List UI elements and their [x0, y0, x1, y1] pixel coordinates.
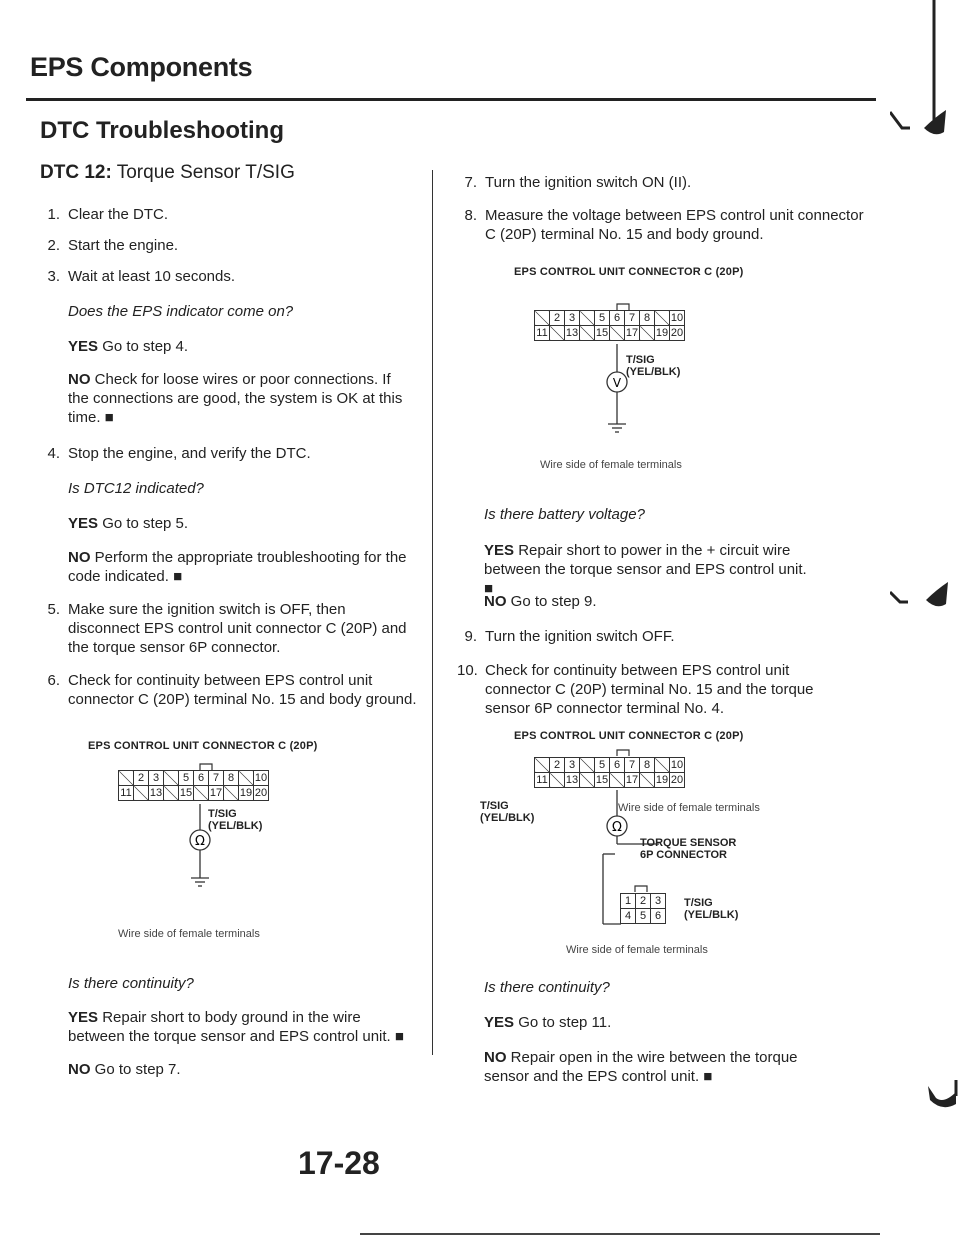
terminal: 10 [670, 759, 684, 771]
header-rule [26, 98, 876, 101]
answer-text: Repair short to body ground in the wire between the torque sensor and EPS control unit. ■ [68, 1009, 404, 1045]
step-number: 1. [47, 206, 60, 223]
column-divider [432, 170, 433, 1055]
terminal: 19 [655, 774, 669, 786]
terminal: 17 [625, 327, 639, 339]
wire-color: (YEL/BLK) [208, 820, 263, 832]
terminal: 2 [550, 758, 565, 773]
step-text: Clear the DTC. [68, 206, 169, 223]
answer-no [484, 592, 597, 611]
terminal: 20 [254, 787, 268, 799]
terminal: 1 [621, 894, 636, 909]
terminal: 7 [625, 758, 640, 773]
diagram-caption: Wire side of female terminals [118, 928, 260, 940]
yes-label: YES [484, 1014, 515, 1031]
terminal-4: 4 [621, 909, 636, 924]
svg-text:Ω: Ω [195, 834, 205, 849]
wire-name: T/SIG [684, 897, 713, 909]
terminal: 10 [670, 312, 684, 324]
terminal: 7 [209, 771, 224, 786]
terminal: 6 [610, 758, 625, 773]
answer-no [484, 1048, 814, 1086]
answer-text: Go to step 11. [518, 1014, 612, 1031]
no-label: NO [68, 549, 91, 566]
question: Is there battery voltage? [484, 506, 645, 523]
sensor-title [640, 837, 736, 861]
terminal: 3 [565, 311, 580, 326]
tsig-label [208, 808, 262, 832]
terminal: 13 [149, 787, 163, 799]
answer-no [68, 1060, 181, 1079]
sensor-title-line: 6P CONNECTOR [640, 849, 728, 861]
question: Is there continuity? [68, 975, 194, 992]
terminal: 5 [636, 909, 651, 924]
answer-text: Go to step 4. [102, 338, 189, 355]
answer-text: Check for loose wires or poor connections. If the connections are good, the system is OK at this time. ■ [68, 371, 403, 426]
answer-text: Go to step 5. [102, 515, 189, 532]
answer-text: Go to step 7. [94, 1061, 181, 1078]
no-label: NO [68, 1061, 91, 1078]
terminal: 13 [565, 327, 579, 339]
step-number: 10. [457, 662, 478, 679]
terminal: 19 [239, 787, 253, 799]
terminal: 2 [550, 311, 565, 326]
tsig-label [626, 354, 680, 378]
terminal-blank [119, 771, 134, 786]
answer-text: Repair open in the wire between the torque sensor and the EPS control unit. ■ [484, 1049, 798, 1085]
dtc-code: DTC 12: [40, 162, 112, 183]
connector-title: EPS CONTROL UNIT CONNECTOR C (20P) [514, 266, 744, 278]
terminal: 5 [179, 771, 194, 786]
terminal: 8 [640, 311, 655, 326]
yes-label: YES [484, 542, 515, 559]
connector-row-top [621, 894, 666, 909]
answer-yes [68, 337, 408, 356]
wire-name: T/SIG [626, 354, 655, 366]
terminal-blank [550, 326, 565, 341]
yes-label: YES [68, 338, 99, 355]
ohmmeter-symbol [160, 760, 220, 910]
step-5 [40, 600, 420, 657]
terminal: 8 [224, 771, 239, 786]
terminal: 20 [670, 774, 684, 786]
connector-row-bottom [621, 909, 666, 924]
diagram-caption: Wire side of female terminals [566, 944, 708, 956]
step-number: 4. [47, 445, 60, 462]
answer-no [68, 548, 408, 586]
terminal: 3 [651, 894, 666, 909]
sensor-title-line: TORQUE SENSOR [640, 837, 737, 849]
question: Does the EPS indicator come on? [68, 303, 294, 320]
terminal: 11 [536, 327, 548, 339]
svg-text:V: V [612, 376, 622, 390]
wire-color: (YEL/BLK) [480, 812, 535, 824]
terminal: 6 [194, 771, 209, 786]
torque-sensor-6p-connector [620, 893, 666, 924]
terminal: 3 [565, 758, 580, 773]
step-10 [457, 661, 857, 718]
no-label: NO [68, 371, 91, 388]
terminal-blank [239, 771, 254, 786]
wire-color: (YEL/BLK) [684, 909, 739, 921]
step-text: Start the engine. [68, 237, 179, 254]
page-number: 17-28 [298, 1145, 380, 1181]
answer-text: Go to step 9. [510, 593, 597, 610]
step-text: Measure the voltage between EPS control unit connector C (20P) terminal No. 15 and body ground. [485, 207, 864, 243]
terminal: 5 [595, 758, 610, 773]
step-text: Stop the engine, and verify the DTC. [68, 445, 311, 462]
answer-no [68, 370, 408, 427]
step-number: 7. [464, 174, 477, 191]
terminal: 5 [595, 311, 610, 326]
answer-yes [68, 514, 408, 533]
footer-rule [360, 1233, 880, 1235]
answer-yes [484, 1013, 611, 1032]
wire-color: (YEL/BLK) [626, 366, 681, 378]
terminal-blank [550, 773, 565, 788]
terminal: 17 [209, 787, 223, 799]
terminal: 6 [651, 909, 666, 924]
terminal: 11 [536, 774, 548, 786]
terminal: 17 [625, 774, 639, 786]
question: Is there continuity? [484, 979, 610, 996]
tsig-label [684, 897, 738, 921]
terminal-blank [535, 311, 550, 326]
terminal: 10 [254, 772, 268, 784]
terminal: 2 [636, 894, 651, 909]
step-text: Wait at least 10 seconds. [68, 268, 236, 285]
terminal-15: 15 [595, 774, 609, 786]
terminal-blank [224, 786, 239, 801]
terminal-blank [134, 786, 149, 801]
dtc-heading [40, 162, 295, 184]
terminal: 13 [565, 774, 579, 786]
step-number: 9. [464, 628, 477, 645]
wire-name: T/SIG [208, 808, 237, 820]
step-text: Make sure the ignition switch is OFF, then disconnect EPS control unit connector C (20P) and the torque sensor 6P connector. [68, 601, 407, 656]
connector-title: EPS CONTROL UNIT CONNECTOR C (20P) [88, 740, 318, 752]
svg-text:Ω: Ω [612, 820, 622, 835]
dtc-name: Torque Sensor T/SIG [116, 162, 295, 183]
terminal: 19 [655, 327, 669, 339]
answer-yes [484, 541, 814, 598]
terminal: 6 [610, 311, 625, 326]
terminal: 2 [134, 771, 149, 786]
step-text: Turn the ignition switch ON (II). [485, 174, 692, 191]
no-label: NO [484, 1049, 507, 1066]
section-title: DTC Troubleshooting [40, 117, 284, 144]
binding-edge-marks [890, 0, 960, 1242]
no-label: NO [484, 593, 507, 610]
step-text: Check for continuity between EPS control unit connector C (20P) terminal No. 15 and the torque sensor 6P connector terminal No. 4. [485, 662, 814, 717]
yes-label: YES [68, 1009, 99, 1026]
terminal: 7 [625, 311, 640, 326]
terminal: 11 [120, 787, 132, 799]
step-number: 3. [47, 268, 60, 285]
page-title: EPS Components [30, 52, 253, 82]
diagram-caption: Wire side of female terminals [540, 459, 682, 471]
connector-title: EPS CONTROL UNIT CONNECTOR C (20P) [514, 730, 744, 742]
answer-text: Repair short to power in the + circuit wire between the torque sensor and EPS control unit. ■ [484, 542, 807, 597]
diagram-caption: Wire side of female terminals [618, 802, 760, 814]
terminal-15: 15 [595, 327, 609, 339]
terminal-blank [535, 758, 550, 773]
wire-name: T/SIG [480, 800, 509, 812]
step-6 [40, 671, 420, 709]
terminal-blank [655, 311, 670, 326]
tsig-label [480, 800, 534, 824]
step-number: 2. [47, 237, 60, 254]
step-8 [457, 206, 877, 244]
yes-label: YES [68, 515, 99, 532]
answer-text: Perform the appropriate troubleshooting for the code indicated. ■ [68, 549, 407, 585]
step-number: 8. [464, 207, 477, 224]
terminal: 8 [640, 758, 655, 773]
step-text: Check for continuity between EPS control unit connector C (20P) terminal No. 15 and body ground. [68, 672, 417, 708]
question: Is DTC12 indicated? [68, 480, 204, 497]
terminal-blank [640, 326, 655, 341]
terminal: 3 [149, 771, 164, 786]
terminal-15: 15 [179, 787, 193, 799]
step-number: 6. [47, 672, 60, 689]
answer-yes [68, 1008, 408, 1046]
step-number: 5. [47, 601, 60, 618]
step-text: Turn the ignition switch OFF. [485, 628, 675, 645]
terminal: 20 [670, 327, 684, 339]
